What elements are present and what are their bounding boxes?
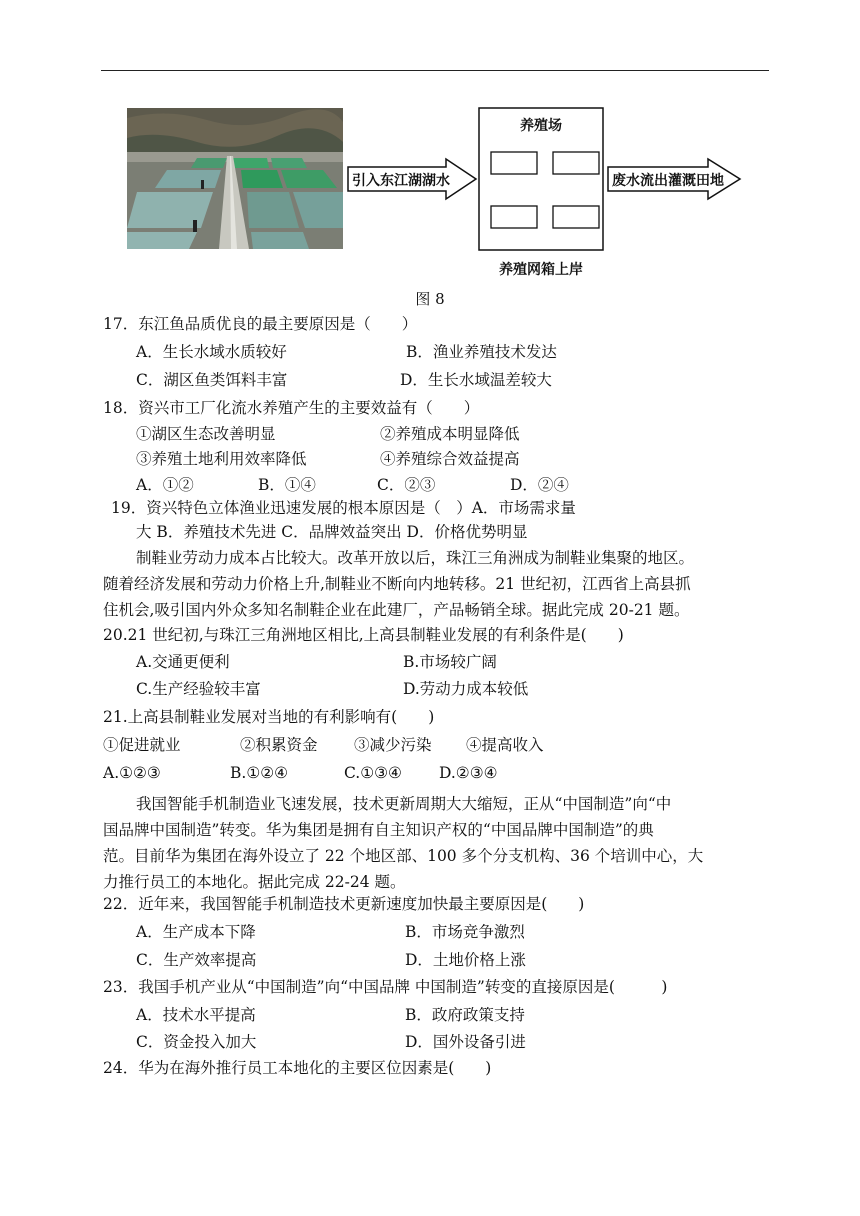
- q21-statement-3: ③减少污染: [354, 736, 432, 754]
- q23-stem: 23．我国手机产业从“中国制造”向“中国品牌 中国制造”转变的直接原因是( ): [103, 978, 668, 996]
- q18-statement-1: ①湖区生态改善明显: [136, 425, 276, 443]
- q17-option-a: A．生长水域水质较好: [136, 343, 287, 361]
- q17-option-c: C．湖区鱼类饵料丰富: [136, 371, 288, 389]
- q18-statement-2: ②养殖成本明显降低: [380, 425, 520, 443]
- q19-line-2: 大 B．养殖技术先进 C．品牌效益突出 D．价格优势明显: [136, 523, 528, 541]
- q17-stem: 17．东江鱼品质优良的最主要原因是（ ）: [103, 315, 418, 333]
- q20-option-c: C.生产经验较丰富: [136, 680, 261, 698]
- q21-option-c: C.①③④: [344, 764, 402, 782]
- fish-farm-photo: [127, 108, 343, 249]
- q18-option-a: A．①②: [136, 476, 194, 494]
- q21-option-b: B.①②④: [230, 764, 289, 782]
- q18-option-c: C．②③: [377, 476, 436, 494]
- passage2-line-3: 范。目前华为集团在海外设立了 22 个地区部、100 多个分支机构、36 个培训中心，大: [103, 847, 704, 865]
- q21-statement-1: ①促进就业: [103, 736, 181, 754]
- q18-statement-3: ③养殖土地利用效率降低: [136, 450, 307, 468]
- q21-stem: 21.上高县制鞋业发展对当地的有利影响有( ): [103, 708, 435, 726]
- q19-line-1: 19．资兴特色立体渔业迅速发展的根本原因是（ ）A．市场需求量: [111, 499, 576, 517]
- q17-option-b: B．渔业养殖技术发达: [406, 343, 557, 361]
- header-rule: [101, 70, 769, 71]
- q20-stem: 20.21 世纪初,与珠江三角洲地区相比,上高县制鞋业发展的有利条件是( ): [103, 626, 624, 644]
- q23-option-d: D．国外设备引进: [405, 1033, 526, 1051]
- q21-option-d: D.②③④: [439, 764, 498, 782]
- q20-option-b: B.市场较广阔: [403, 653, 497, 671]
- passage1-line-1: 制鞋业劳动力成本占比较大。改革开放以后，珠江三角洲成为制鞋业集聚的地区。: [136, 549, 695, 567]
- q18-option-b: B．①④: [258, 476, 316, 494]
- figure-caption: 图 8: [415, 290, 445, 308]
- outflow-label: 废水流出灌溉田地: [612, 173, 724, 189]
- passage2-line-1: 我国智能手机制造业飞速发展，技术更新周期大大缩短，正从“中国制造”向“中: [136, 795, 672, 813]
- q18-statement-4: ④养殖综合效益提高: [380, 450, 520, 468]
- passage2-line-2: 国品牌中国制造”转变。华为集团是拥有自主知识产权的“中国品牌中国制造”的典: [103, 821, 654, 839]
- q22-stem: 22．近年来，我国智能手机制造技术更新速度加快最主要原因是( ): [103, 895, 585, 913]
- passage2-line-4: 力推行员工的本地化。据此完成 22-24 题。: [103, 873, 406, 891]
- q21-statement-4: ④提高收入: [466, 736, 544, 754]
- bottom-label: 养殖网箱上岸: [499, 262, 583, 278]
- q22-option-a: A．生产成本下降: [136, 923, 256, 941]
- q23-option-a: A．技术水平提高: [136, 1006, 256, 1024]
- q22-option-b: B．市场竞争激烈: [405, 923, 525, 941]
- q23-option-c: C．资金投入加大: [136, 1033, 257, 1051]
- q20-option-d: D.劳动力成本较低: [403, 680, 529, 698]
- q17-option-d: D．生长水域温差较大: [400, 371, 552, 389]
- passage1-line-2: 随着经济发展和劳动力价格上升,制鞋业不断向内地转移。21 世纪初，江西省上高县抓: [103, 575, 691, 593]
- q18-stem: 18．资兴市工厂化流水养殖产生的主要效益有（ ）: [103, 399, 480, 417]
- q23-option-b: B．政府政策支持: [405, 1006, 525, 1024]
- farm-label: 养殖场: [520, 118, 562, 134]
- q18-option-d: D．②④: [510, 476, 569, 494]
- flow-diagram: [346, 103, 746, 278]
- q21-statement-2: ②积累资金: [240, 736, 318, 754]
- inflow-label: 引入东江湖湖水: [352, 173, 450, 189]
- q24-stem: 24．华为在海外推行员工本地化的主要区位因素是( ): [103, 1059, 492, 1077]
- q21-option-a: A.①②③: [103, 764, 161, 782]
- q22-option-c: C．生产效率提高: [136, 951, 257, 969]
- q20-option-a: A.交通更便利: [136, 653, 230, 671]
- passage1-line-3: 住机会,吸引国内外众多知名制鞋企业在此建厂，产品畅销全球。据此完成 20-21 题。: [103, 601, 690, 619]
- q22-option-d: D．土地价格上涨: [405, 951, 526, 969]
